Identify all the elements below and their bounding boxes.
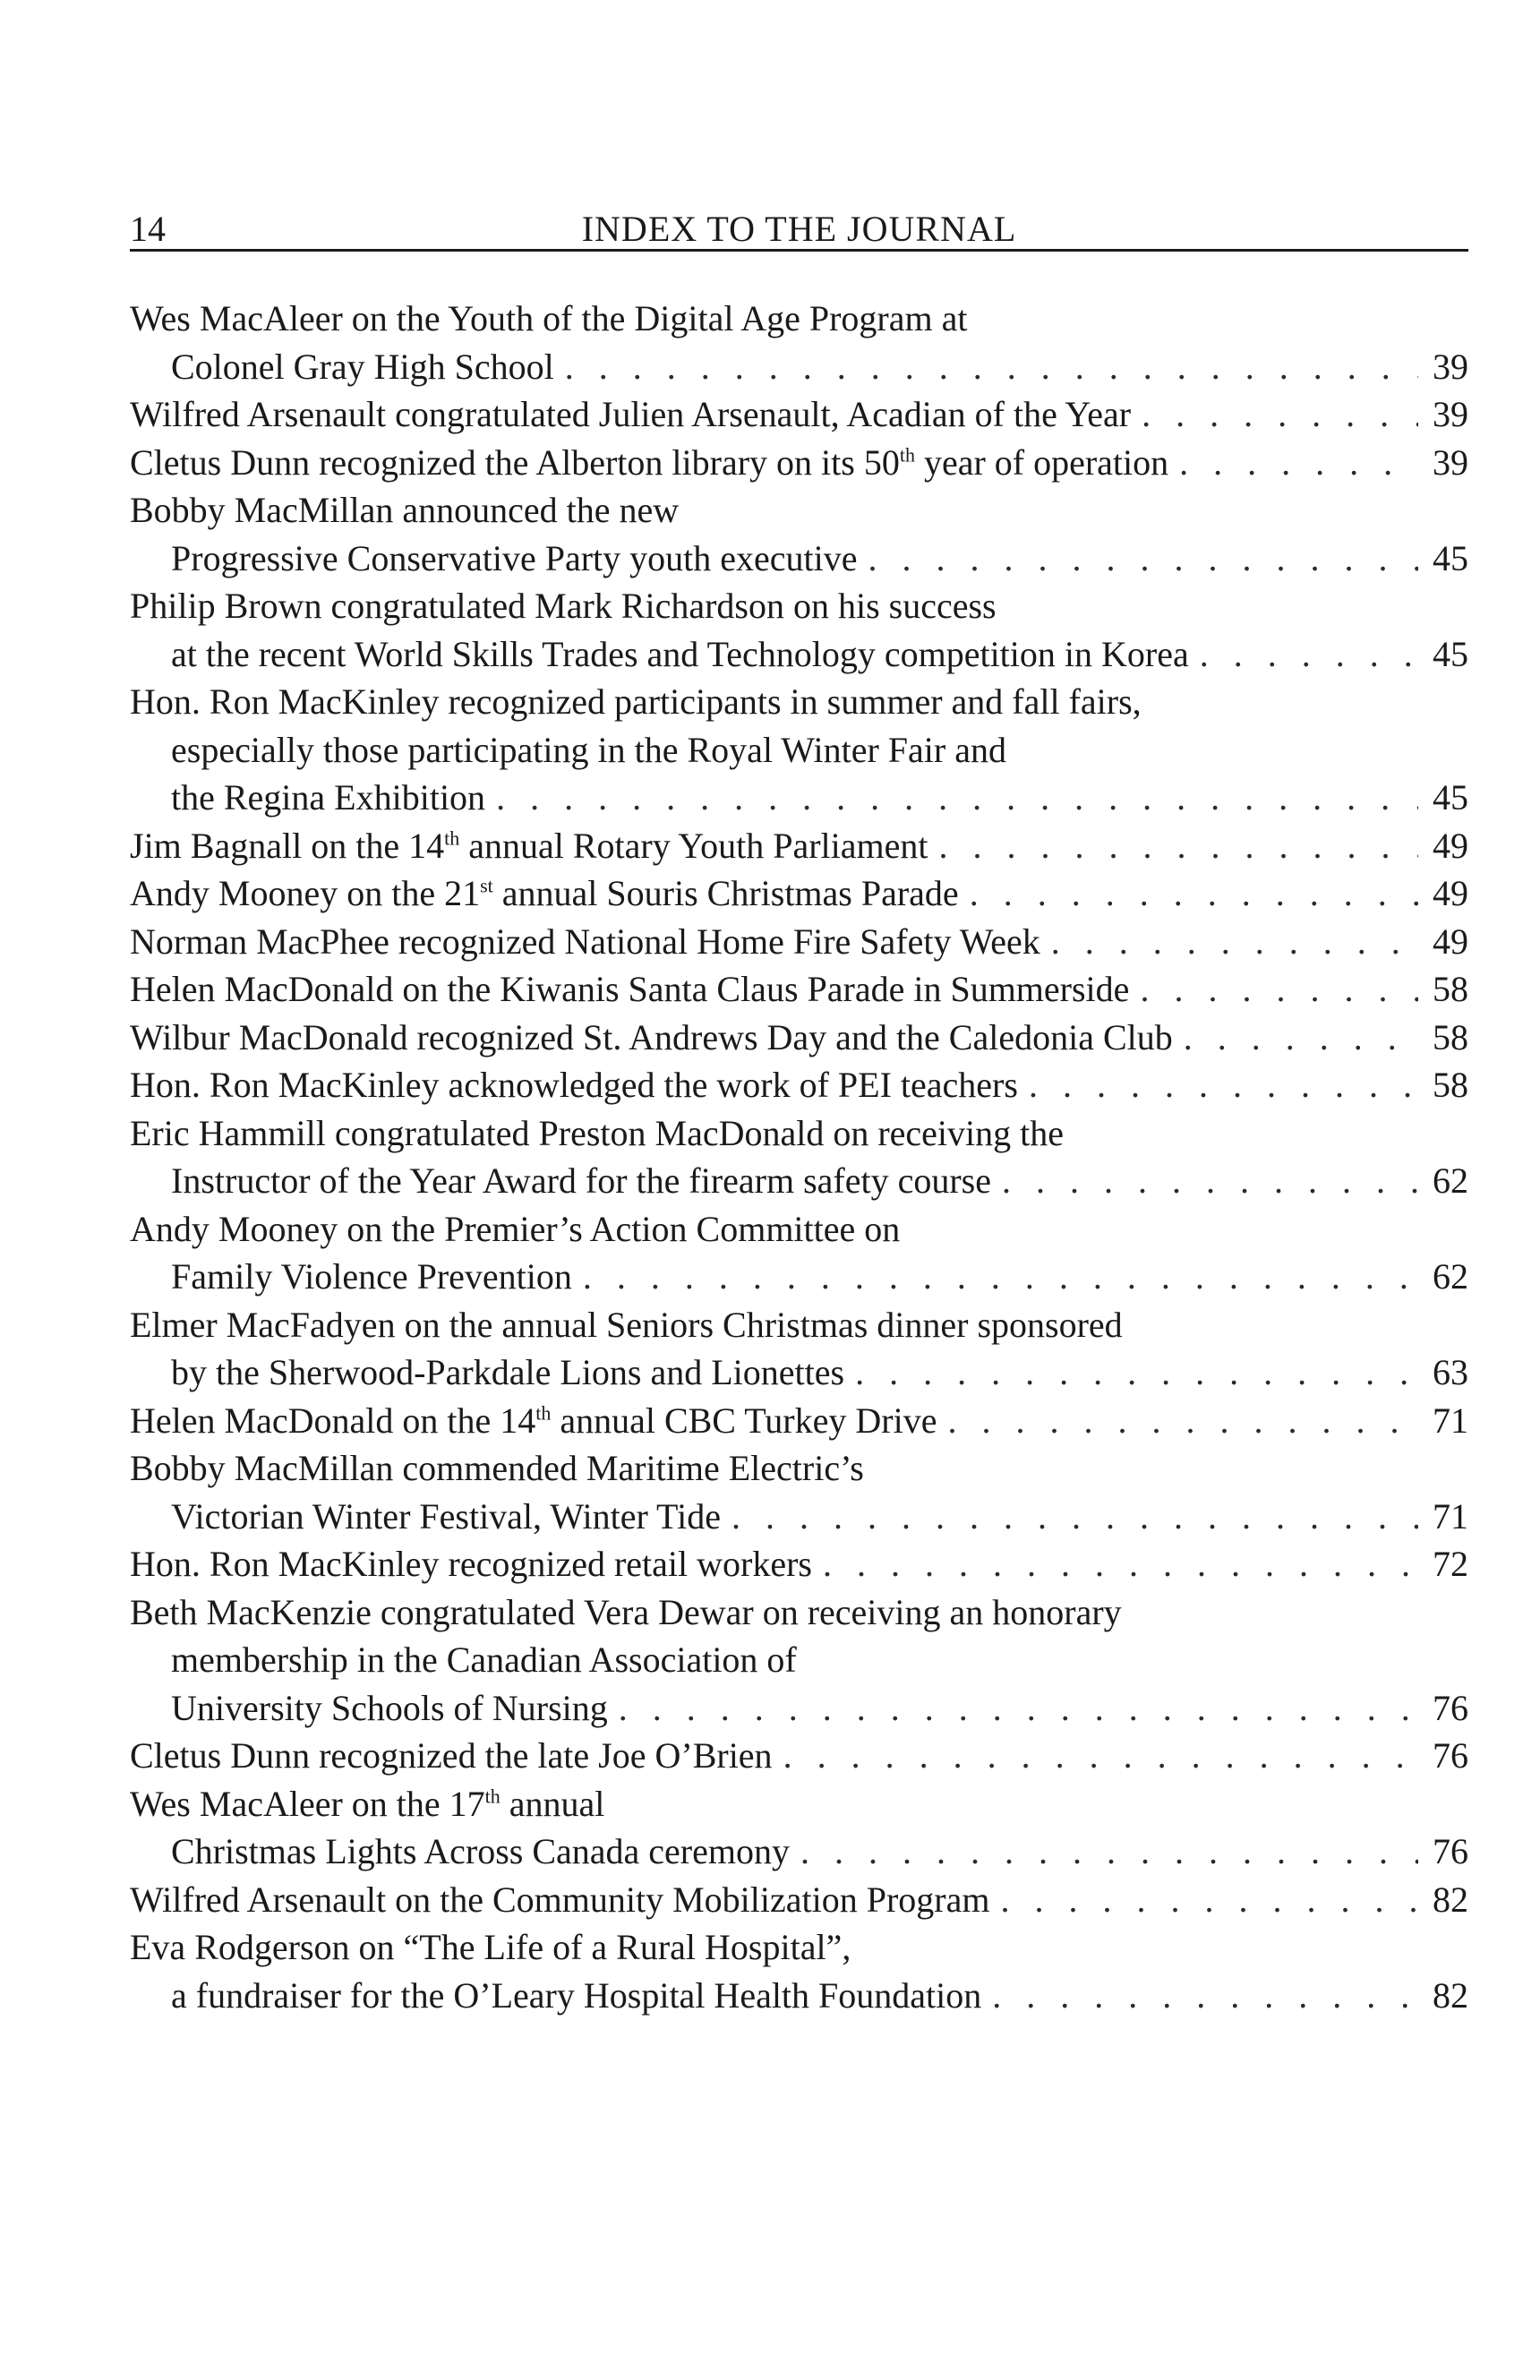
entry-text: Hon. Ron MacKinley acknowledged the work of PEI teachers [130,1065,1018,1105]
entry-last-line [130,1876,1468,1924]
page-reference: 58 [1433,1016,1468,1057]
index-entry [130,439,1468,487]
dot-leader [1189,630,1418,679]
entry-last-line [130,630,1468,679]
page-reference: 76 [1433,1687,1468,1728]
entry-text: at the recent World Skills Trades and Technology competition in Korea [171,633,1189,674]
index-entry [130,295,1468,390]
entry-last-line [130,1540,1468,1588]
entry-last-line [130,1253,1468,1301]
dot-leader [1131,390,1418,439]
index-entry [130,582,1468,678]
index-entry [130,1205,1468,1301]
entry-last-line [130,343,1468,391]
dot-leader [1173,1014,1418,1062]
entry-last-line [130,918,1468,966]
index-entry [130,1109,1468,1205]
index-entry [130,678,1468,822]
page-reference: 71 [1433,1495,1468,1537]
entry-last-line [130,774,1468,822]
entry-last-line [130,1972,1468,2020]
dot-leader [1018,1061,1418,1109]
entry-line: Eric Hammill congratulated Preston MacDonald on receiving the [130,1112,1065,1153]
entry-text: Family Violence Prevention [171,1256,572,1297]
index-entry [130,822,1468,870]
entry-text: Wilbur MacDonald recognized St. Andrews Day and the Caledonia Club [130,1016,1173,1057]
dot-leader [844,1348,1418,1397]
entry-text: Wilfred Arsenault on the Community Mobilization Program [130,1879,990,1920]
entry-last-line [130,822,1468,870]
page-reference: 62 [1433,1160,1468,1201]
dot-leader [857,535,1418,583]
index-entry [130,918,1468,966]
entry-text: Colonel Gray High School [171,346,554,387]
entry-line: membership in the Canadian Association of [171,1639,797,1680]
index-entry [130,1540,1468,1588]
dot-leader [991,1157,1418,1205]
index-entry [130,1014,1468,1062]
entry-text: Helen MacDonald on the 14th annual CBC Turkey Drive [130,1400,937,1441]
entry-text: Helen MacDonald on the Kiwanis Santa Claus Parade in Summerside [130,969,1130,1009]
entry-text: a fundraiser for the O’Leary Hospital Health Foundation [171,1974,982,2016]
page-reference: 76 [1433,1831,1468,1871]
entry-last-line [130,1493,1468,1541]
page-reference: 72 [1433,1544,1468,1584]
page-reference: 45 [1433,777,1468,818]
entry-last-line [130,390,1468,439]
page-reference: 49 [1433,825,1468,866]
page-reference: 82 [1433,1974,1468,2016]
index-page [130,195,1468,2019]
page-reference: 45 [1433,633,1468,674]
entry-text: the Regina Exhibition [171,777,486,818]
entry-text: Cletus Dunn recognized the Alberton library on its 50th year of operation [130,441,1169,483]
entry-last-line [130,1014,1468,1062]
entry-text: Christmas Lights Across Canada ceremony [171,1831,790,1871]
entry-line: Hon. Ron MacKinley recognized participants in summer and fall fairs, [130,681,1142,722]
entry-last-line [130,869,1468,918]
page-reference: 63 [1433,1352,1468,1392]
page-reference: 39 [1433,346,1468,387]
page-reference: 71 [1433,1400,1468,1441]
dot-leader [485,774,1418,822]
entry-line: Bobby MacMillan commended Maritime Electric’s [130,1448,864,1488]
entry-text: Andy Mooney on the 21st annual Souris Christmas Parade [130,873,959,913]
page-reference: 62 [1433,1256,1468,1297]
ordinal-suffix: th [484,1785,500,1808]
entry-text: Wilfred Arsenault congratulated Julien Arsenault, Acadian of the Year [130,394,1132,434]
entry-last-line [130,1397,1468,1445]
entry-line: Beth MacKenzie congratulated Vera Dewar on receiving an honorary [130,1591,1122,1632]
entry-line: Bobby MacMillan announced the new [130,490,680,530]
dot-leader [981,1972,1418,2020]
dot-leader [608,1684,1418,1733]
entry-text: Jim Bagnall on the 14th annual Rotary Youth Parliament [130,825,928,866]
entry-line: Wes MacAleer on the Youth of the Digital Age Program at [130,298,968,338]
entry-last-line [130,1348,1468,1397]
dot-leader [572,1253,1418,1301]
dot-leader [1129,965,1418,1014]
dot-leader [989,1876,1418,1924]
entry-line: especially those participating in the Royal Winter Fair and [171,729,1006,770]
index-entry [130,1780,1468,1876]
entry-text: Cletus Dunn recognized the late Joe O’Brien [130,1735,773,1776]
dot-leader [790,1828,1418,1876]
index-entry [130,1301,1468,1397]
entry-last-line [130,1061,1468,1109]
page-number: 14 [130,209,166,249]
dot-leader [959,869,1418,918]
entry-last-line [130,1157,1468,1205]
entry-last-line [130,965,1468,1014]
entry-last-line [130,1684,1468,1733]
dot-leader [721,1493,1418,1541]
index-entry [130,1923,1468,2019]
page-reference: 45 [1433,537,1468,578]
entry-text: University Schools of Nursing [171,1687,608,1728]
ordinal-suffix: th [444,826,460,850]
dot-leader [928,822,1418,870]
entry-last-line [130,535,1468,583]
index-entry [130,1444,1468,1540]
entry-line: Philip Brown congratulated Mark Richardson on his success [130,586,997,626]
page-header [130,195,1468,252]
ordinal-suffix: th [535,1401,552,1425]
dot-leader [554,343,1418,391]
index-entry [130,1732,1468,1780]
index-entries [130,295,1468,2019]
entry-text: Hon. Ron MacKinley recognized retail workers [130,1544,812,1584]
entry-text: Victorian Winter Festival, Winter Tide [171,1495,721,1537]
page-reference: 76 [1433,1735,1468,1776]
running-title: INDEX TO THE JOURNAL [581,209,1017,249]
page-reference: 39 [1433,441,1468,483]
entry-line: Wes MacAleer on the 17th annual [130,1783,605,1824]
entry-last-line [130,1828,1468,1876]
ordinal-suffix: st [480,874,493,897]
page-reference: 49 [1433,873,1468,913]
index-entry [130,965,1468,1014]
entry-line: Elmer MacFadyen on the annual Seniors Christmas dinner sponsored [130,1304,1123,1345]
entry-last-line [130,1732,1468,1780]
dot-leader [773,1732,1418,1780]
page-reference: 49 [1433,920,1468,962]
dot-leader [937,1397,1418,1445]
page-reference: 82 [1433,1879,1468,1920]
entry-text: Progressive Conservative Party youth executive [171,537,858,578]
page-reference: 58 [1433,1065,1468,1105]
index-entry [130,869,1468,918]
index-entry [130,1588,1468,1733]
page-reference: 58 [1433,969,1468,1009]
entry-line: Andy Mooney on the Premier’s Action Committee on [130,1208,901,1249]
index-entry [130,1397,1468,1445]
index-entry [130,486,1468,582]
page-reference: 39 [1433,394,1468,434]
index-entry [130,1876,1468,1924]
entry-text: by the Sherwood-Parkdale Lions and Lionettes [171,1352,845,1392]
dot-leader [812,1540,1418,1588]
entry-text: Instructor of the Year Award for the firearm safety course [171,1160,991,1201]
dot-leader [1168,439,1418,487]
dot-leader [1040,918,1418,966]
index-entry [130,1061,1468,1109]
entry-last-line [130,439,1468,487]
entry-line: Eva Rodgerson on “The Life of a Rural Hospital”, [130,1927,851,1967]
entry-text: Norman MacPhee recognized National Home Fire Safety Week [130,920,1040,962]
index-entry [130,390,1468,439]
ordinal-suffix: th [899,443,915,467]
